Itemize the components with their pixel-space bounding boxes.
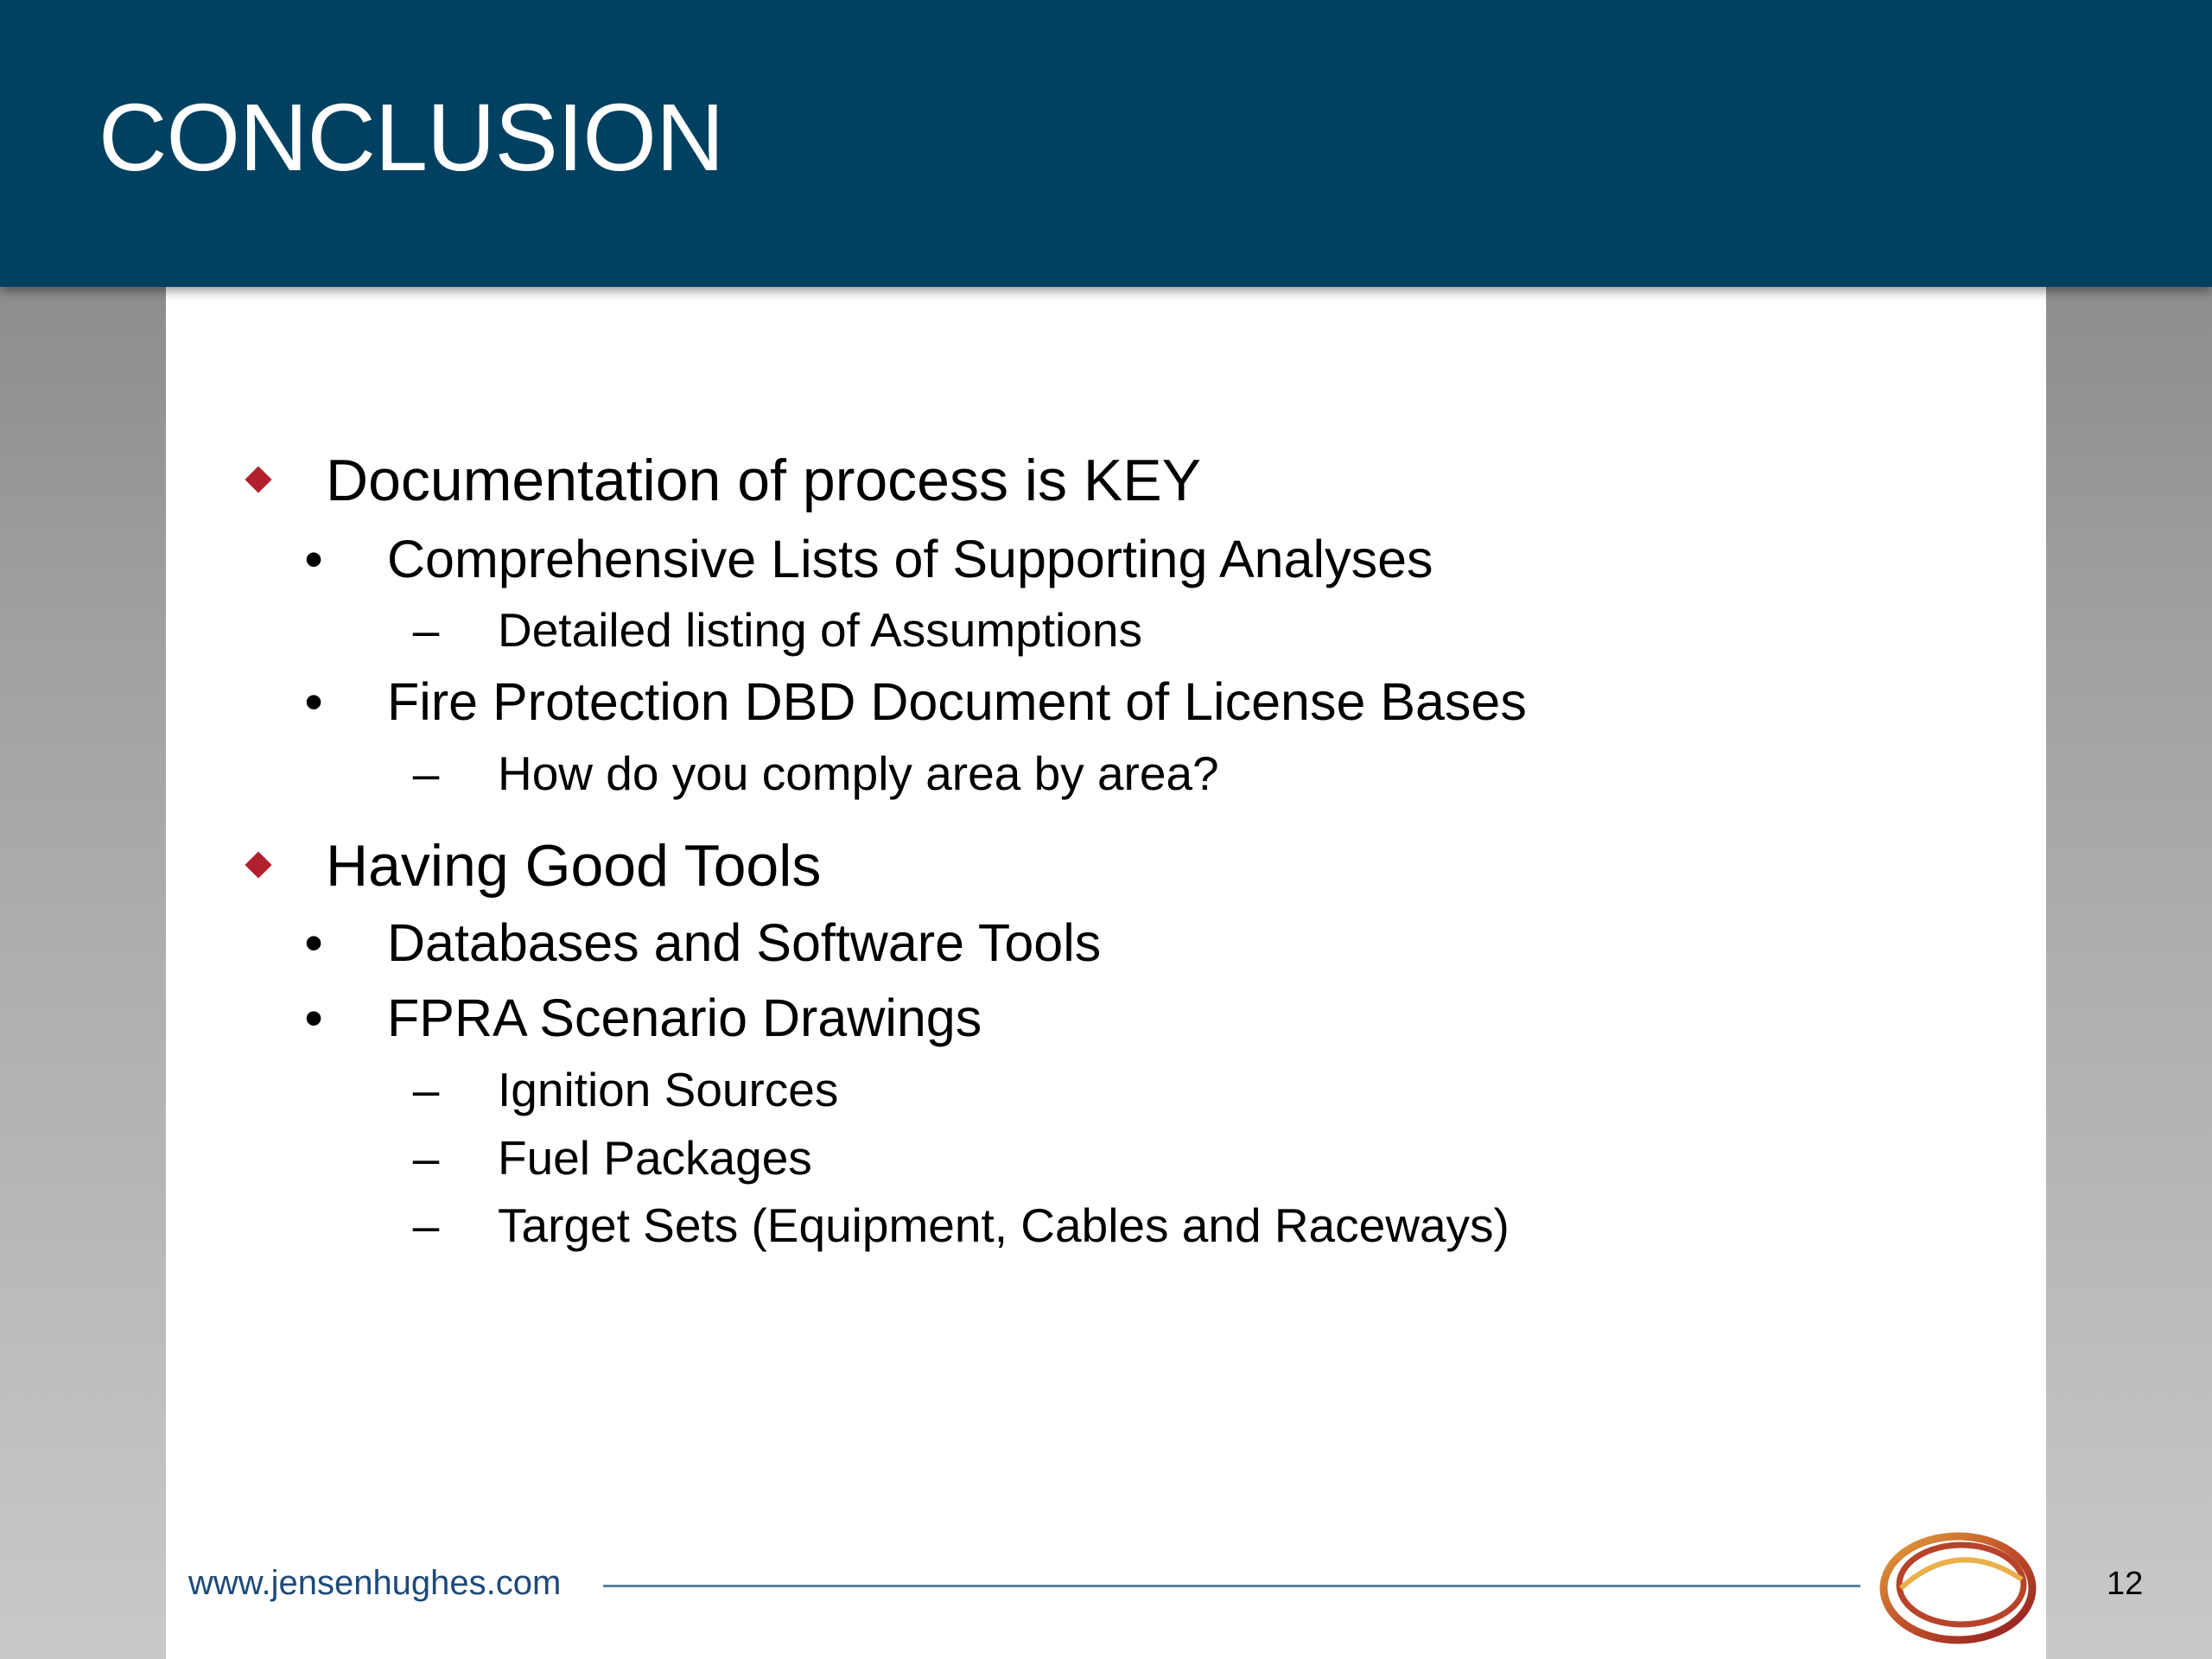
bullet-list xyxy=(166,287,2046,1659)
bullet-text: Target Sets (Equipment, Cables and Raceways) xyxy=(498,1198,1510,1252)
bullet-text: Having Good Tools xyxy=(326,833,822,899)
bullet-text: Databases and Software Tools xyxy=(387,913,1102,972)
dash-bullet-icon: – xyxy=(412,1198,440,1252)
dash-bullet-icon: – xyxy=(412,603,440,657)
bullet-text: Fire Protection DBD Document of License Bases xyxy=(387,672,1527,731)
page-number: 12 xyxy=(2107,1566,2144,1602)
slide-content-panel xyxy=(166,287,2046,1659)
bullet-text: How do you comply area by area? xyxy=(498,747,1219,800)
bullet-text: Comprehensive Lists of Supporting Analyses xyxy=(387,530,1433,588)
bullet-text: Detailed listing of Assumptions xyxy=(498,603,1142,657)
bullet-text: FPRA Scenario Drawings xyxy=(387,988,982,1047)
dash-bullet-icon: – xyxy=(412,1063,440,1116)
company-logo-icon xyxy=(1875,1519,2044,1649)
dot-bullet-icon: • xyxy=(304,913,323,972)
diamond-bullet-icon xyxy=(245,467,270,491)
slide-title: CONCLUSION xyxy=(99,85,724,191)
dot-bullet-icon: • xyxy=(304,530,323,588)
dash-bullet-icon: – xyxy=(412,747,440,800)
slide-header xyxy=(0,0,2212,287)
bullet-text: Ignition Sources xyxy=(498,1063,839,1116)
dash-bullet-icon: – xyxy=(412,1131,440,1185)
bullet-text: Fuel Packages xyxy=(498,1131,812,1185)
dot-bullet-icon: • xyxy=(304,988,323,1047)
footer-website-link[interactable]: www.jensenhughes.com xyxy=(188,1564,562,1602)
diamond-bullet-icon xyxy=(245,852,270,876)
footer-divider xyxy=(603,1585,1860,1587)
bullet-text: Documentation of process is KEY xyxy=(326,448,1201,513)
dot-bullet-icon: • xyxy=(304,672,323,731)
